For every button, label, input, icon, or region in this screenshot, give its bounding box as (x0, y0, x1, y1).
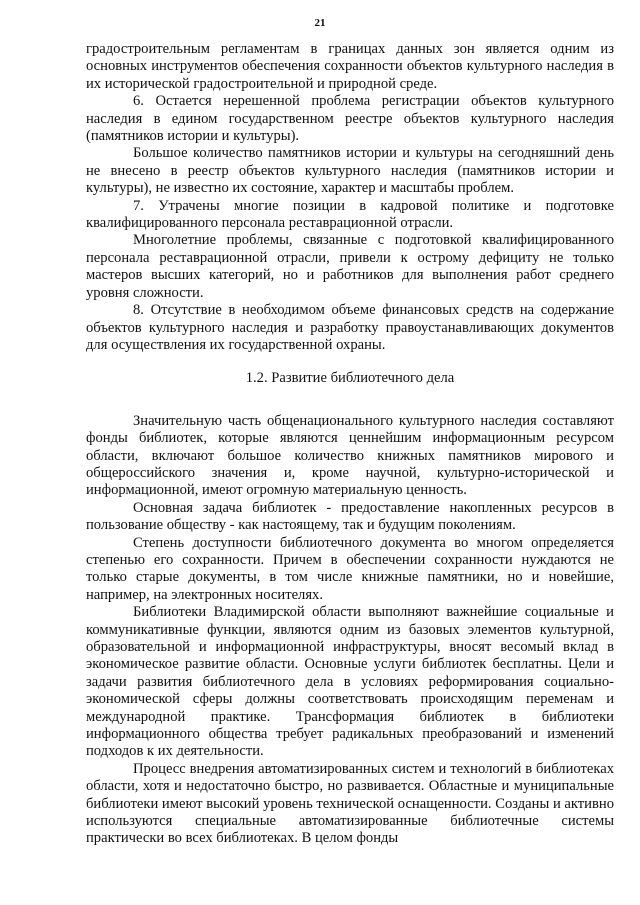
paragraph: Многолетние проблемы, связанные с подготовкой квалифицированного персонала реставрационной отрасли, привели к острому дефициту не только мастеров высших категорий, но и работников для выполнения работ среднего уровня сложности. (86, 232, 614, 301)
paragraph: Процесс внедрения автоматизированных систем и технологий в библиотеках области, хотя и недостаточно быстро, но развивается. Областные и муниципальные библиотеки имеют высокий уровень технической оснащенности. Созданы и активно используются специальные автоматизированные библиотечные системы практически во всех библиотеках. В целом фонды (86, 760, 614, 847)
paragraph: Значительную часть общенационального культурного наследия составляют фонды библиотек, которые являются ценнейшим информационным ресурсом области, включают большое количество книжных памятников мирового и общероссийского значения и, кроме научной, культурно-исторической и информационной, имеют огромную материальную ценность. (86, 412, 614, 499)
paragraph: 6. Остается нерешенной проблема регистрации объектов культурного наследия в едином государственном реестре объектов культурного наследия (памятников истории и культуры). (86, 93, 614, 145)
paragraph: Степень доступности библиотечного документа во многом определяется степенью его сохранности. Причем в обеспечении сохранности нуждаются не только старые документы, в том числе книжные памятники, но и новейшие, например, на электронных носителях. (86, 534, 614, 603)
paragraph: 7. Утрачены многие позиции в кадровой политике и подготовке квалифицированного персонала реставрационной отрасли. (86, 197, 614, 232)
paragraph: Библиотеки Владимирской области выполняют важнейшие социальные и коммуникативные функции, являются одним из базовых элементов культурной, образовательной и информационной инфраструктуры, вносят весомый вклад в экономическое развитие области. Основные услуги библиотек бесплатны. Цели и задачи развития библиотечного дела в условиях реформирования социально-экономической сферы должны соответствовать происходящим переменам и международной практике. Трансформация библиотек в библиотеки информационного общества требует радикальных преобразований и изменений подходов к их деятельности. (86, 604, 614, 760)
paragraph: Большое количество памятников истории и культуры на сегодняшний день не внесено в реестр объектов культурного наследия (памятников истории и культуры), не известно их состояние, характер и масштабы проблем. (86, 145, 614, 197)
paragraph: градостроительным регламентам в границах данных зон является одним из основных инструментов обеспечения сохранности объектов культурного наследия в их исторической градостроительной и природной среде. (86, 41, 614, 92)
page-number: 21 (314, 17, 326, 29)
paragraph: 8. Отсутствие в необходимом объеме финансовых средств на содержание объектов культурного наследия и разработку правоустанавливающих документов для осуществления их государственной охраны. (86, 302, 614, 353)
section-heading: 1.2. Развитие библиотечного дела (245, 370, 455, 387)
body-text (86, 41, 614, 848)
paragraph: Основная задача библиотек - предоставление накопленных ресурсов в пользование обществу - как настоящему, так и будущим поколениям. (86, 499, 614, 534)
